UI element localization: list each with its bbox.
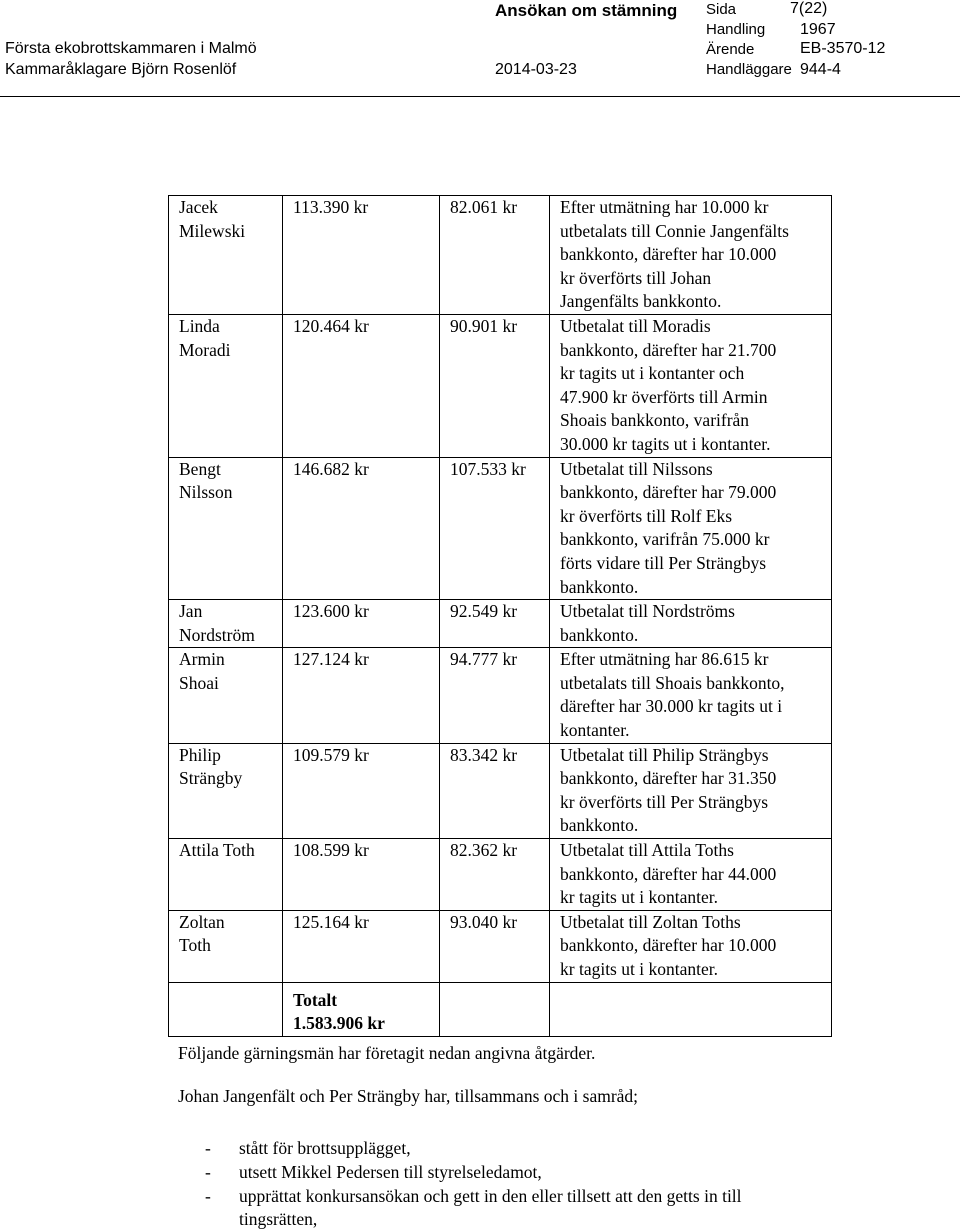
- description-line: Jangenfälts bankkonto.: [560, 291, 722, 312]
- name-line: Armin: [179, 649, 225, 670]
- description-cell: [550, 457, 832, 600]
- name-line: Jacek: [179, 197, 218, 217]
- name-line: Bengt: [179, 458, 221, 479]
- description-line: bankkonto, därefter har 10.000: [560, 935, 777, 956]
- total-cell: [283, 982, 440, 1036]
- description-line: kr tagits ut i kontanter.: [560, 959, 718, 979]
- list-item-text: stått för brottsupplägget,: [239, 1138, 411, 1158]
- description-line: bankkonto, därefter har 10.000: [560, 244, 777, 265]
- amount-value: 82.061 kr: [450, 197, 518, 217]
- amount-value: 109.579 kr: [293, 744, 369, 765]
- amount-cell: [283, 839, 440, 911]
- description-line: bankkonto.: [560, 576, 639, 597]
- description-line: förts vidare till Per Strängbys: [560, 552, 767, 573]
- description-line: Utbetalat till Nordströms: [560, 601, 735, 622]
- header-divider: [0, 96, 960, 97]
- name-line: Linda: [179, 315, 220, 336]
- name-line: Milewski: [179, 220, 246, 241]
- description-line: bankkonto, därefter har 21.700: [560, 339, 777, 360]
- amount-value: 108.599 kr: [293, 840, 369, 861]
- table-row: [169, 457, 832, 600]
- header-value-handler: 944-4: [800, 61, 841, 78]
- amounts-table-body: [169, 196, 832, 1037]
- table-row: [169, 743, 832, 838]
- table-row: [169, 314, 832, 457]
- description-line: bankkonto.: [560, 815, 639, 836]
- name-line: Shoai: [179, 672, 219, 693]
- table-row: [169, 910, 832, 982]
- amount-cell: [283, 457, 440, 600]
- document-title: Ansökan om stämning: [495, 1, 678, 20]
- amount-value: 125.164 kr: [293, 911, 369, 932]
- description-line: 47.900 kr överförts till Armin: [560, 386, 768, 407]
- paragraph-actors: Johan Jangenfält och Per Strängby har, tillsammans och i samråd;: [178, 1086, 639, 1106]
- amount-value: 113.390 kr: [293, 197, 369, 217]
- amount-cell: [283, 600, 440, 648]
- amount-value: 92.549 kr: [450, 601, 518, 622]
- description-line: bankkonto.: [560, 624, 639, 645]
- name-line: Nordström: [179, 624, 255, 645]
- document-date: 2014-03-23: [495, 61, 577, 78]
- name-line: Zoltan: [179, 911, 225, 932]
- description-line: kr överförts till Rolf Eks: [560, 505, 733, 526]
- description-cell: [550, 839, 832, 911]
- name-line: Nilsson: [179, 482, 233, 503]
- header-value-document: 1967: [800, 21, 836, 38]
- amount-cell: [283, 743, 440, 838]
- empty-cell: [550, 982, 832, 1036]
- name-cell: [169, 314, 283, 457]
- list-bullet: -: [205, 1162, 211, 1182]
- amounts-table: [168, 195, 832, 1037]
- amount-cell: [283, 314, 440, 457]
- description-cell: [550, 910, 832, 982]
- name-line: Jan: [179, 601, 203, 622]
- description-line: Utbetalat till Moradis: [560, 315, 711, 336]
- list-item-text: utsett Mikkel Pedersen till styrelseledamot,: [239, 1162, 542, 1182]
- list-bullet: -: [205, 1186, 211, 1206]
- description-line: utbetalats till Shoais bankkonto,: [560, 672, 785, 693]
- description-cell: [550, 600, 832, 648]
- description-line: Utbetalat till Attila Toths: [560, 840, 734, 861]
- prosecutor-name: Kammaråklagare Björn Rosenlöf: [5, 61, 237, 78]
- amount-cell: [440, 910, 550, 982]
- description-line: kr överförts till Per Strängbys: [560, 791, 769, 812]
- description-line: Utbetalat till Nilssons: [560, 458, 713, 479]
- table-row: [169, 600, 832, 648]
- description-cell: [550, 314, 832, 457]
- amount-value: 83.342 kr: [450, 744, 518, 765]
- amount-cell: [440, 839, 550, 911]
- header-label-page: Sida: [706, 1, 737, 18]
- description-line: Utbetalat till Philip Strängbys: [560, 744, 769, 765]
- description-line: bankkonto, därefter har 79.000: [560, 482, 777, 503]
- name-line: Moradi: [179, 339, 231, 360]
- empty-cell: [169, 982, 283, 1036]
- list-bullet: -: [205, 1138, 211, 1158]
- header-value-case: EB-3570-12: [800, 40, 886, 57]
- description-line: bankkonto, varifrån 75.000 kr: [560, 529, 770, 550]
- header-value-page: 7(22): [790, 0, 828, 17]
- table-row: [169, 839, 832, 911]
- amount-cell: [440, 457, 550, 600]
- description-line: därefter har 30.000 kr tagits ut i: [560, 696, 783, 717]
- total-value: 1.583.906 kr: [293, 1013, 385, 1034]
- description-line: utbetalats till Connie Jangenfälts: [560, 220, 789, 241]
- name-cell: [169, 648, 283, 743]
- description-line: 30.000 kr tagits ut i kontanter.: [560, 433, 771, 454]
- header-label-case: Ärende: [706, 41, 755, 58]
- name-cell: [169, 839, 283, 911]
- name-cell: [169, 600, 283, 648]
- name-cell: [169, 457, 283, 600]
- description-cell: [550, 196, 832, 315]
- amount-cell: [440, 600, 550, 648]
- amount-cell: [440, 196, 550, 315]
- amount-value: 107.533 kr: [450, 458, 526, 479]
- amount-cell: [440, 743, 550, 838]
- amount-value: 93.040 kr: [450, 911, 518, 932]
- name-line: Attila Toth: [179, 840, 255, 861]
- name-cell: [169, 743, 283, 838]
- name-cell: [169, 196, 283, 315]
- description-line: Efter utmätning har 86.615 kr: [560, 649, 769, 670]
- amount-cell: [283, 910, 440, 982]
- amount-cell: [283, 196, 440, 315]
- description-cell: [550, 648, 832, 743]
- description-line: kontanter.: [560, 720, 630, 741]
- list-item-text: tingsrätten,: [239, 1209, 318, 1229]
- total-label: Totalt: [293, 989, 338, 1010]
- amount-value: 90.901 kr: [450, 315, 518, 336]
- amount-value: 127.124 kr: [293, 649, 369, 670]
- description-line: Efter utmätning har 10.000 kr: [560, 197, 769, 217]
- amount-cell: [440, 314, 550, 457]
- description-line: kr tagits ut i kontanter och: [560, 363, 745, 384]
- amount-value: 123.600 kr: [293, 601, 369, 622]
- header-label-document: Handling: [706, 21, 766, 38]
- total-row: [169, 982, 832, 1036]
- organization-name: Första ekobrottskammaren i Malmö: [5, 40, 257, 57]
- table-row: [169, 196, 832, 315]
- description-line: kr tagits ut i kontanter.: [560, 887, 718, 908]
- amount-value: 120.464 kr: [293, 315, 369, 336]
- description-line: Shoais bankkonto, varifrån: [560, 410, 750, 431]
- amount-value: 146.682 kr: [293, 458, 369, 479]
- name-cell: [169, 910, 283, 982]
- amount-value: 94.777 kr: [450, 649, 518, 670]
- description-line: bankkonto, därefter har 44.000: [560, 863, 777, 884]
- list-item-text: upprättat konkursansökan och gett in den eller tillsett att den getts in till: [239, 1186, 742, 1206]
- description-line: kr överförts till Johan: [560, 267, 712, 288]
- name-line: Philip: [179, 744, 221, 765]
- name-line: Strängby: [179, 768, 243, 789]
- header-label-handler: Handläggare: [706, 61, 792, 78]
- paragraph-intro: Följande gärningsmän har företagit nedan angivna åtgärder.: [178, 1043, 596, 1063]
- description-cell: [550, 743, 832, 838]
- amount-value: 82.362 kr: [450, 840, 518, 861]
- description-line: bankkonto, därefter har 31.350: [560, 768, 777, 789]
- table-row: [169, 648, 832, 743]
- description-line: Utbetalat till Zoltan Toths: [560, 911, 741, 932]
- name-line: Toth: [179, 935, 211, 956]
- amount-cell: [283, 648, 440, 743]
- empty-cell: [440, 982, 550, 1036]
- amount-cell: [440, 648, 550, 743]
